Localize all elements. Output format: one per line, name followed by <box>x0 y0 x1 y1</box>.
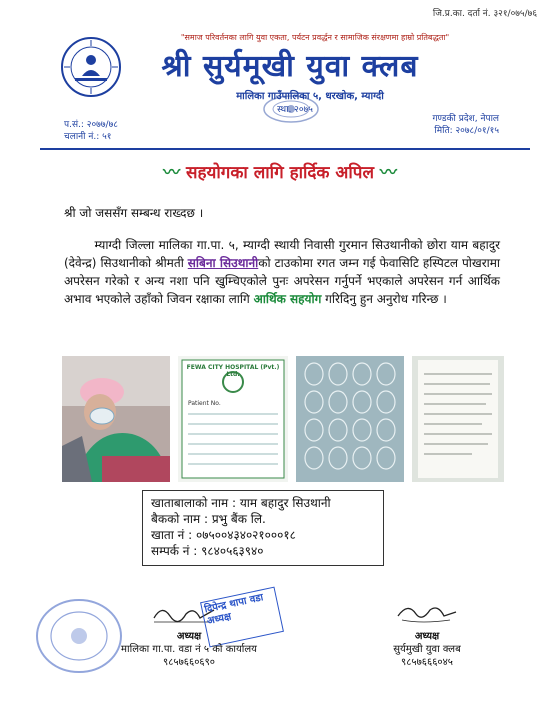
registration-number: जि.प्र.का. दर्ता नं. ३२१/०७५/७६ <box>432 9 537 19</box>
bank-details-box <box>142 490 384 566</box>
club-motto: "समाज परिवर्तनका लागि युवा एकता, पर्यटन प्रवर्द्धन र सामाजिक संरक्षणमा हाम्रो प्रतिबद्धता" <box>180 33 450 42</box>
body-text-1: म्याग्दी जिल्ला मालिका गा.पा. ५, म्याग्दी स्थायी निवासी गुरमान सिउथानीको छोरा याम बहादुर (देवेन्द्र) सिउथानीको श्रीमती <box>64 238 500 270</box>
ward-chair-stamp: दिपेन्द्र थापा वडा अध्यक्ष <box>200 587 284 648</box>
contact-number: सम्पर्क नं : ९८४०५६३९४० <box>151 544 264 558</box>
right-signatory-phone: ९८५७६६६०४५ <box>401 657 453 668</box>
header-divider <box>40 148 530 150</box>
ct-scan-image <box>296 356 404 482</box>
established-year: स्था. २०७५ <box>277 105 313 115</box>
xray-scan-photo <box>296 356 404 482</box>
photo-strip <box>62 356 504 482</box>
letter-body <box>64 236 500 308</box>
patient-name: सबिना सिउथानी <box>187 256 259 270</box>
hospital-document-photo <box>178 356 288 482</box>
right-signatory <box>362 630 492 669</box>
club-address: मालिका गाउँपालिका ५, धरखोक, म्याग्दी <box>236 91 384 102</box>
left-signatory-phone: ९८५७६६०६९० <box>163 657 215 668</box>
report-document-photo <box>412 356 504 482</box>
greeting: श्री जो जससँग सम्बन्ध राख्दछ । <box>64 206 204 220</box>
left-signatory-org: मालिका गा.पा. वडा नं ५ को कार्यालय <box>121 644 257 655</box>
account-holder: खाताबालाको नाम : याम बहादुर सिउथानी <box>151 496 331 510</box>
patient-in-bed-image <box>62 356 170 482</box>
right-signatory-title: अध्यक्ष <box>414 631 440 642</box>
body-text-2: को टाउकोमा रगत जम्न गई फेवासिटि हस्पिटल पोखरामा अपरेसन गरेको र अन्य नशा पनि खुम्चिएकोले पुनः अपरेसन गर्नुपर्ने भएकाले अपरेसन गर्न आर्थिक अभाव भएकोले उहाँको जिवन रक्षाका लागि <box>64 256 501 306</box>
left-signatory <box>104 630 274 669</box>
right-signature-icon <box>392 600 462 626</box>
appeal-title-text: सहयोगका लागि हार्दिक अपिल <box>186 163 374 183</box>
letter-meta-left <box>64 119 118 143</box>
letter-number: प.सं.: २०७७/७८ <box>64 120 118 130</box>
letter-meta-right <box>432 113 499 137</box>
bank-name: बैकको नाम : प्रभु बैंक लि. <box>151 512 266 526</box>
right-signatory-org: सुर्यमुखी युवा क्लब <box>393 644 461 655</box>
appeal-title <box>90 158 470 183</box>
patient-no-label: Patient No. <box>188 400 221 407</box>
report-paper-image <box>412 356 504 482</box>
ornament-left-icon: 〰 <box>163 163 181 183</box>
seal-watermark-icon <box>262 94 320 124</box>
body-text-3: गरिदिनु हुन अनुरोध गरिन्छ । <box>321 292 447 306</box>
ornament-right-icon: 〰 <box>379 163 397 183</box>
financial-support-highlight: आर्थिक सहयोग <box>253 292 322 306</box>
club-logo-icon <box>60 36 122 98</box>
hospital-name: FEWA CITY HOSPITAL (Pvt.) Ltd. <box>186 364 280 378</box>
province: गण्डकी प्रदेश, नेपाल <box>432 114 499 124</box>
letter-date: मिति: २०७८/०१/१५ <box>434 126 499 136</box>
left-signatory-title: अध्यक्ष <box>176 631 202 642</box>
patient-photo <box>62 356 170 482</box>
dispatch-number: चलानी नं.: ५१ <box>64 132 112 142</box>
account-number: खाता नं : ०७५००४३४०२१०००१८ <box>151 528 296 542</box>
club-name: श्री सुर्यमूखी युवा क्लब <box>161 49 419 84</box>
